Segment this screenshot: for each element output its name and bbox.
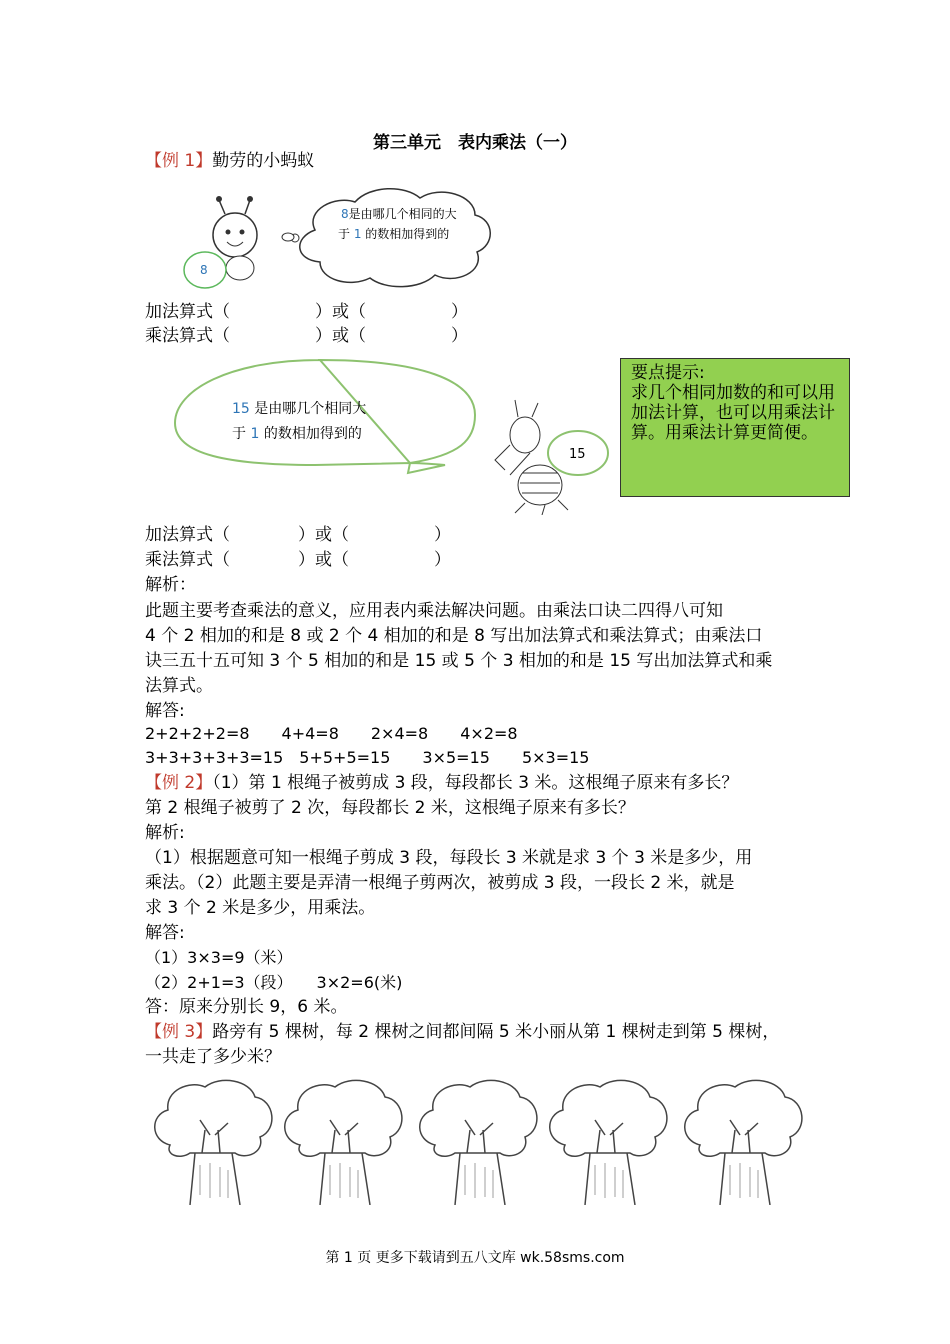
example3-line2: 一共走了多少米？ — [145, 1047, 281, 1067]
tree-icon — [415, 1075, 540, 1205]
answer1-label: 解答: — [145, 701, 185, 721]
page-title: 第三单元 表内乘法（一） — [373, 133, 577, 153]
example2-label: 【例 2】 — [145, 773, 213, 793]
bubble2-text-line1: 15 是由哪几个相同大 — [232, 401, 367, 417]
answer2-label: 解答: — [145, 923, 185, 943]
cloud-text-line2: 于 1 的数相加得到的 — [338, 227, 450, 241]
answer1-line: 3+3+3+3+3=15 5+5+5=15 3×5=15 5×3=15 — [145, 748, 590, 767]
analysis2-line: （1）根据题意可知一根绳子剪成 3 段，每段长 3 米就是求 3 个 3 米是多少，用 — [145, 848, 753, 868]
example3-line1: 【例 3】路旁有 5 棵树，每 2 棵树之间都间隔 5 米小丽从第 1 棵树走到第 5 棵树， — [145, 1022, 780, 1042]
analysis2-label: 解析: — [145, 823, 185, 843]
answer2-final: 答：原来分别长 9，6 米。 — [145, 997, 348, 1017]
analysis2-line: 求 3 个 2 米是多少，用乘法。 — [145, 898, 376, 918]
tip-box — [620, 358, 850, 497]
mul-formula-line-2: 乘法算式（ ）或（ ） — [145, 550, 451, 570]
tree-icon — [545, 1075, 670, 1205]
add-formula-line-2: 加法算式（ ）或（ ） — [145, 525, 451, 545]
example1-label: 【例 1】 — [145, 151, 213, 171]
ant-head-icon — [213, 213, 257, 257]
circle2-number: 15 — [569, 447, 586, 462]
trees-illustration — [150, 1075, 815, 1210]
analysis1-line: 诀三五十五可知 3 个 5 相加的和是 15 或 5 个 3 相加的和是 15 写出加法算式和乘 — [145, 651, 773, 671]
example1-title: 勤劳的小蚂蚁 — [212, 151, 315, 171]
answer1-line: 2+2+2+2=8 4+4=8 2×4=8 4×2=8 — [145, 724, 518, 743]
tip-title: 要点提示: — [631, 363, 705, 383]
mul-formula-line-1: 乘法算式（ ）或（ ） — [145, 326, 468, 346]
circle1-number: 8 — [200, 263, 208, 277]
analysis1-label: 解析： — [145, 575, 196, 595]
bubble2-text-line2: 于 1 的数相加得到的 — [232, 426, 362, 442]
add-formula-line-1: 加法算式（ ）或（ ） — [145, 302, 468, 322]
example1-heading — [145, 149, 314, 173]
ant-icon — [495, 400, 568, 515]
example3-label: 【例 3】 — [145, 1022, 213, 1042]
page-footer: 第 1 页 更多下载请到五八文库 wk.58sms.com — [325, 1250, 625, 1266]
answer2-line: （2）2+1=3（段） 3×2=6(米) — [145, 973, 403, 992]
tip-body: 求几个相同加数的和可以用加法计算，也可以用乘法计算。用乘法计算更简便。 — [631, 383, 835, 443]
tree-icon — [280, 1075, 405, 1205]
tree-icon — [150, 1075, 275, 1205]
analysis1-line: 4 个 2 相加的和是 8 或 2 个 4 相加的和是 8 写出加法算式和乘法算式；由乘法口 — [145, 626, 763, 646]
analysis2-line: 乘法。（2）此题主要是弄清一根绳子剪两次，被剪成 3 段，一段长 2 米，就是 — [145, 873, 735, 893]
cloud-text-line1: 8是由哪几个相同的大 — [341, 207, 457, 221]
answer2-line: （1）3×3=9（米） — [145, 948, 293, 967]
example2-line1: 【例 2】（1）第 1 根绳子被剪成 3 段，每段都长 3 米。这根绳子原来有多长？ — [145, 773, 739, 793]
example2-line2: 第 2 根绳子被剪了 2 次，每段都长 2 米，这根绳子原来有多长？ — [145, 798, 635, 818]
analysis1-line: 法算式。 — [145, 676, 213, 696]
ant-body-icon — [226, 256, 254, 280]
cloud-dot-large — [282, 233, 294, 241]
analysis1-line: 此题主要考查乘法的意义，应用表内乘法解决问题。由乘法口诀二四得八可知 — [145, 601, 723, 621]
tree-icon — [680, 1075, 805, 1205]
